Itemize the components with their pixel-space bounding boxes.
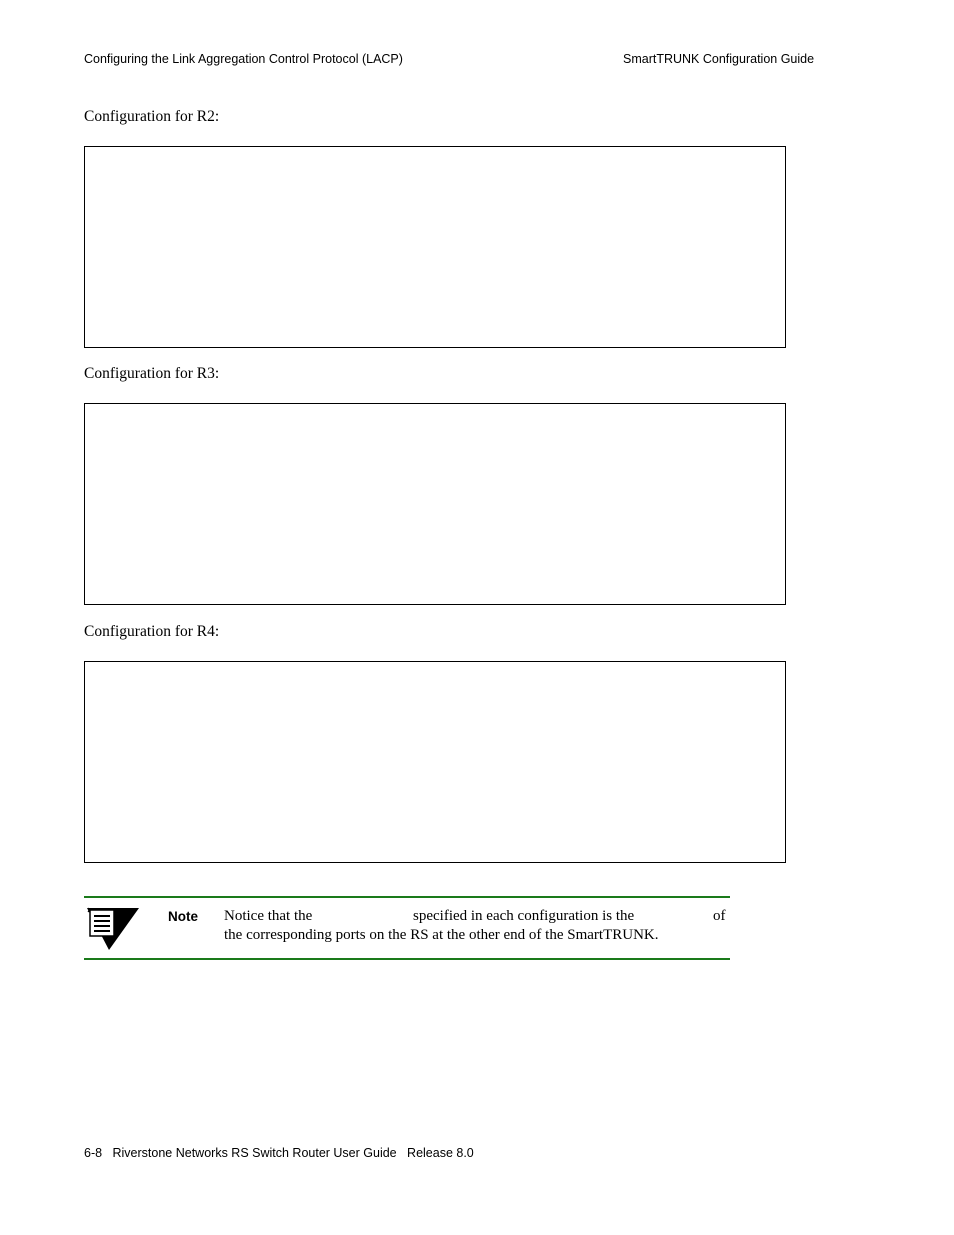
footer-title: Riverstone Networks RS Switch Router User Guide (112, 1146, 397, 1160)
config-r2-label: Configuration for R2: (84, 108, 220, 125)
note-line-1-end: of (713, 908, 726, 924)
footer-page-number: 6-8 (84, 1146, 103, 1160)
config-r4-label: Configuration for R4: (84, 623, 220, 640)
note-line-2: the corresponding ports on the RS at the other end of the SmartTRUNK. (224, 927, 659, 943)
page-footer (84, 1146, 474, 1160)
note-bottom-rule (84, 958, 730, 960)
note-line-1-middle: specified in each configuration is the (413, 908, 635, 924)
note-line-1-start: Notice that the (224, 908, 313, 924)
note-pad-icon (85, 906, 141, 952)
note-line-1 (224, 908, 728, 928)
config-r4-code-box (84, 661, 786, 863)
config-r3-label: Configuration for R3: (84, 365, 220, 382)
running-header-guide: SmartTRUNK Configuration Guide (623, 52, 815, 66)
running-header-chapter: Configuring the Link Aggregation Control Protocol (LACP) (84, 52, 403, 66)
note-top-rule (84, 896, 730, 898)
config-r2-code-box (84, 146, 786, 348)
config-r3-code-box (84, 403, 786, 605)
footer-release: Release 8.0 (407, 1146, 474, 1160)
note-label: Note (168, 909, 198, 924)
